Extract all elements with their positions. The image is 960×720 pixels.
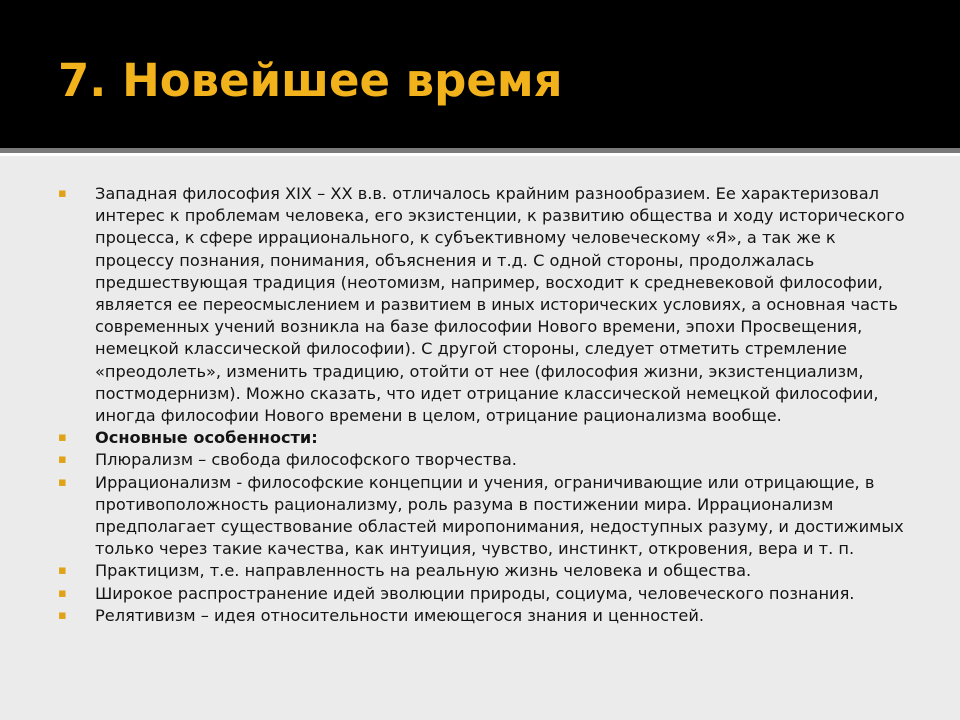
- bullet-item: [58, 583, 908, 605]
- slide-title: 7. Новейшее время: [58, 54, 563, 107]
- bullet-text: Иррационализм - философские концепции и учения, ограничивающие или отрицающие, в противоположность рационализму, роль разума в постижении мира. Иррационализм предполагает существование областей миропонимания, недоступных разуму, и достижимых только через такие качества, как интуиция, чувство, инстинкт, откровения, вера и т. п.: [95, 472, 904, 559]
- header-divider-highlight: [0, 153, 960, 156]
- bullet-square-icon: ▪: [58, 474, 67, 490]
- bullet-heading-text: Основные особенности:: [95, 428, 318, 448]
- bullet-item: [58, 183, 908, 427]
- bullet-item: [58, 560, 908, 582]
- bullet-text: Плюрализм – свобода философского творчества.: [95, 450, 517, 470]
- bullet-item: [58, 605, 908, 627]
- bullet-square-icon: ▪: [58, 452, 67, 468]
- bullet-item: [58, 427, 908, 449]
- bullet-square-icon: ▪: [58, 430, 67, 446]
- bullet-item: [58, 472, 908, 561]
- bullet-square-icon: ▪: [58, 186, 67, 201]
- bullet-text: Релятивизм – идея относительности имеющегося знания и ценностей.: [95, 605, 705, 625]
- title-bar: [0, 0, 960, 148]
- bullet-list: [58, 183, 908, 627]
- bullet-text: Практицизм, т.е. направленность на реальную жизнь человека и общества.: [95, 561, 752, 581]
- bullet-square-icon: ▪: [58, 607, 67, 623]
- bullet-square-icon: ▪: [58, 563, 67, 579]
- bullet-item: [58, 449, 908, 471]
- bullet-text: Западная философия XIX – XX в.в. отличалось крайним разнообразием. Ее характеризовал интерес к проблемам человека, его экзистенции, к развитию общества и ходу исторического процесса, к сфере иррационального, к субъективному человеческому «Я», а так же к процессу познания, понимания, объяснения и т.д. С одной стороны, продолжалась предшествующая традиция (неотомизм, например, восходит к средневековой философии, является ее переосмыслением и развитием в иных исторических условиях, а основная часть современных учений возникла на базе философии Нового времени, эпохи Просвещения, немецкой классической философии). С другой стороны, следует отметить стремление «преодолеть», изменить традицию, отойти от нее (философия жизни, экзистенциализм, постмодернизм). Можно сказать, что идет отрицание классической немецкой философии, иногда философии Нового времени в целом, отрицание рационализма вообще.: [95, 184, 905, 426]
- bullet-text: Широкое распространение идей эволюции природы, социума, человеческого познания.: [95, 583, 855, 603]
- bullet-square-icon: ▪: [58, 585, 67, 601]
